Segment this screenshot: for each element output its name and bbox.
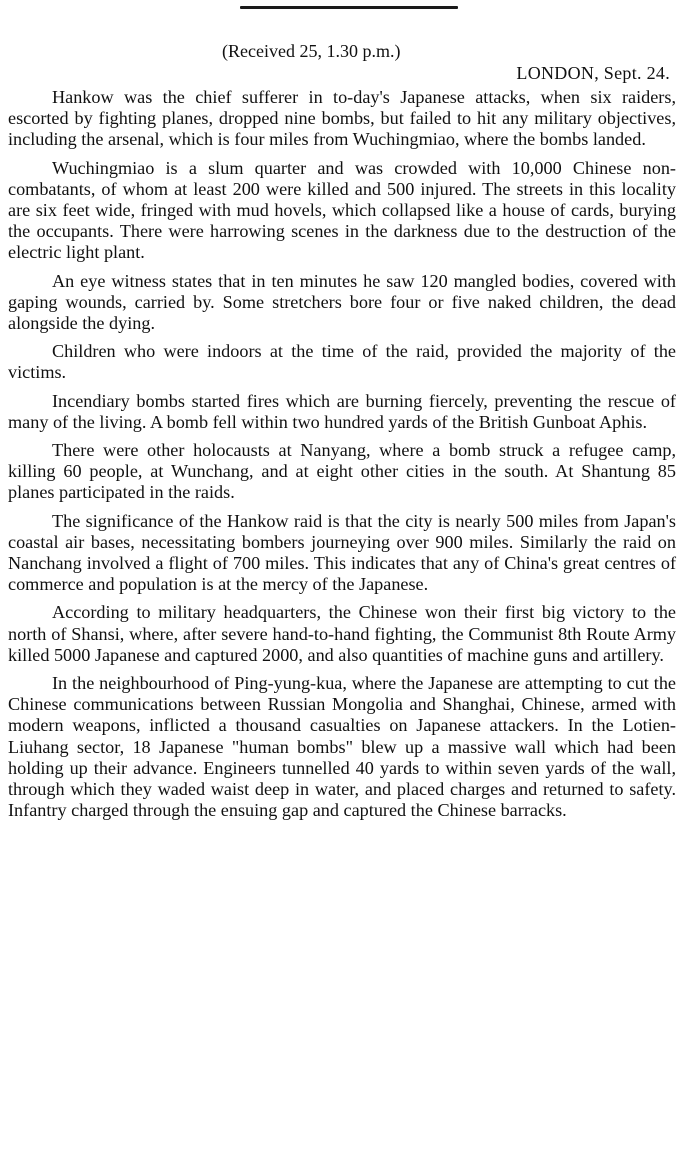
paragraph-holocausts: There were other holocausts at Nanyang, where a bomb struck a refugee camp, killing 60 people, at Wunchang, and at eight other cities in the south. At Shantung 85 planes participated in the raids. bbox=[8, 440, 676, 503]
received-line: (Received 25, 1.30 p.m.) bbox=[222, 41, 401, 61]
paragraph-eye-witness: An eye witness states that in ten minutes he saw 120 mangled bodies, covered with gaping wounds, carried by. Some stretchers bore four or five naked children, the dead alongside the dying. bbox=[8, 270, 676, 334]
paragraph-wuchingmiao: Wuchingmiao is a slum quarter and was crowded with 10,000 Chinese non-combatants, of whom at least 200 were killed and 500 injured. The streets in this locality are six feet wide, fringed with mud hovels, which collapsed like a house of cards, burying the occupants. There were harrowing scenes in the darkness due to the destruction of the electric light plant. bbox=[8, 157, 676, 263]
paragraph-ping-yung-kua: In the neighbourhood of Ping-yung-kua, where the Japanese are attempting to cut the Chinese communications between Russian Mongolia and Shanghai, Chinese, armed with modern weapons, inflicted a thousand casualties on Japanese attackers. In the Lotien-Liuhang sector, 18 Japanese "human bombs" blew up a massive wall which had been holding up their advance. Engineers tunnelled 40 yards to within seven yards of the wall, through which they waded waist deep in water, and placed charges and returned to safety. Infantry charged through the ensuing gap and captured the Chinese barracks. bbox=[8, 673, 676, 821]
paragraph-hankow-raid: Hankow was the chief sufferer in to-day's Japanese attacks, when six raiders, escorted by fighting planes, dropped nine bombs, but failed to hit any military objectives, including the arsenal, which is four miles from Wuchingmiao, where the bombs landed. bbox=[8, 87, 676, 150]
article-body bbox=[8, 87, 676, 829]
header-rule bbox=[240, 6, 458, 9]
paragraph-significance: The significance of the Hankow raid is that the city is nearly 500 miles from Japan's coastal air bases, necessitating bombers journeying over 900 miles. Similarly the raid on Nanchang involved a flight of 700 miles. This indicates that any of China's great centres of commerce and population is at the mercy of the Japanese. bbox=[8, 510, 676, 595]
paragraph-children: Children who were indoors at the time of the raid, provided the majority of the victims. bbox=[8, 341, 676, 383]
paragraph-incendiary: Incendiary bombs started fires which are burning fiercely, preventing the rescue of many of the living. A bomb fell within two hundred yards of the British Gunboat Aphis. bbox=[8, 390, 676, 432]
dateline: LONDON, Sept. 24. bbox=[516, 63, 670, 83]
paragraph-shansi-victory: According to military headquarters, the Chinese won their first big victory to the north of Shansi, where, after severe hand-to-hand fighting, the Communist 8th Route Army killed 5000 Japanese and captured 2000, and also quantities of machine guns and artillery. bbox=[8, 602, 676, 665]
